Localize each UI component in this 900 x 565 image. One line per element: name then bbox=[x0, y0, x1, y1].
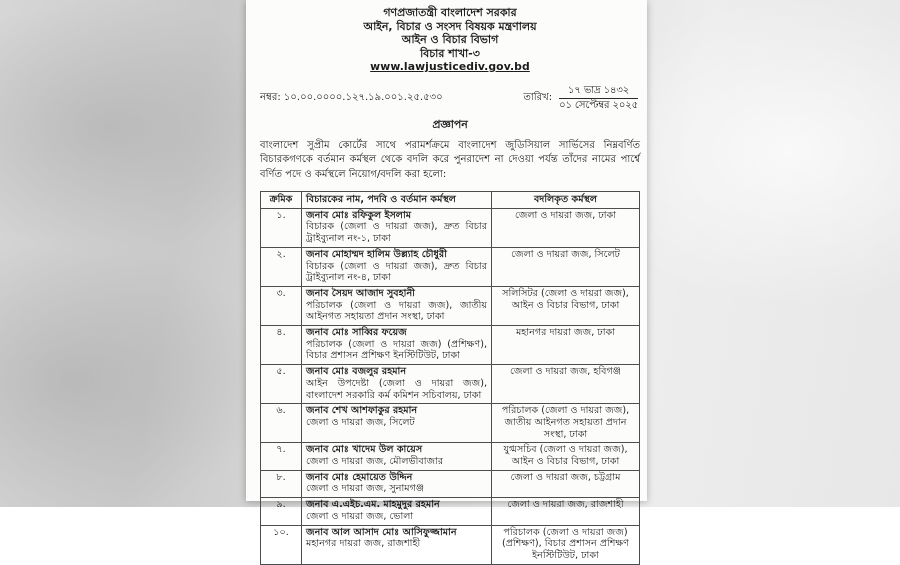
branch-name: বিচার শাখা-৩ bbox=[420, 46, 480, 60]
cell-transfer: জেলা ও দায়রা জজ, ঢাকা bbox=[492, 208, 640, 247]
judge-current-post: জেলা ও দায়রা জজ, ভোলা bbox=[306, 510, 414, 522]
notification-title: প্রজ্ঞাপন bbox=[432, 117, 468, 131]
memo-date bbox=[523, 85, 638, 112]
judge-current-post: পরিচালক (জেলা ও দায়রা জজ), জাতীয় আইনগত সহায়তা প্রদান সংস্থা, ঢাকা bbox=[306, 299, 487, 323]
judge-current-post: জেলা ও দায়রা জজ, মৌলভীবাজার bbox=[306, 456, 444, 468]
judge-current-post: মহানগর দায়রা জজ, রাজশাহী bbox=[306, 538, 421, 550]
cell-serial: ৬. bbox=[261, 404, 302, 443]
table-row bbox=[261, 470, 640, 497]
cell-transfer: সলিসিটর (জেলা ও দায়রা জজ), আইন ও বিচার বিভাগ, ঢাকা bbox=[492, 286, 640, 325]
judge-current-post: বিচারক (জেলা ও দায়রা জজ), দ্রুত বিচার ট্রাইব্যুনাল নং-১, ঢাকা bbox=[306, 221, 487, 245]
cell-judge bbox=[302, 286, 492, 325]
memo-date-bangla: ১৭ ভাদ্র ১৪৩২ bbox=[559, 85, 638, 99]
cell-transfer: জেলা ও দায়রা জজ, হবিগঞ্জ bbox=[492, 365, 640, 404]
memo-number-label: নম্বর: bbox=[260, 91, 281, 103]
table-row bbox=[261, 208, 640, 247]
website-url: www.lawjusticediv.gov.bd bbox=[370, 60, 530, 73]
table-row bbox=[261, 326, 640, 365]
judge-current-post: আইন উপদেষ্টা (জেলা ও দায়রা জজ), বাংলাদেশ সরকারি কর্ম কমিশন সচিবালয়, ঢাকা bbox=[306, 377, 487, 401]
header-serial: ক্রমিক bbox=[261, 192, 302, 209]
cell-serial: ৩. bbox=[261, 286, 302, 325]
document-header bbox=[260, 6, 640, 74]
table-row bbox=[261, 365, 640, 404]
table-row bbox=[261, 498, 640, 525]
judge-name: জনাব মোঃ হেমায়েত উদ্দিন bbox=[306, 471, 413, 483]
table-header-row bbox=[261, 192, 640, 209]
table-row bbox=[261, 443, 640, 470]
cell-transfer: মহানগর দায়রা জজ, ঢাকা bbox=[492, 326, 640, 365]
memo-date-values bbox=[559, 85, 638, 112]
division-name: আইন ও বিচার বিভাগ bbox=[401, 33, 499, 46]
judge-name: জনাব সৈয়দ আজাদ সুবহানী bbox=[306, 287, 415, 299]
cell-transfer: জেলা ও দায়রা জজ, চট্টগ্রাম bbox=[492, 470, 640, 497]
table-row bbox=[261, 247, 640, 286]
cell-serial: ২. bbox=[261, 247, 302, 286]
table-row bbox=[261, 525, 640, 564]
cell-serial: ৯. bbox=[261, 498, 302, 525]
cell-serial: ১০. bbox=[261, 525, 302, 564]
judge-current-post: জেলা ও দায়রা জজ, সুনামগঞ্জ bbox=[306, 483, 425, 495]
cell-judge bbox=[302, 326, 492, 365]
table-row bbox=[261, 286, 640, 325]
cell-transfer: পরিচালক (জেলা ও দায়রা জজ), জাতীয় আইনগত সহায়তা প্রদান সংস্থা, ঢাকা bbox=[492, 404, 640, 443]
judge-current-post: বিচারক (জেলা ও দায়রা জজ), দ্রুত বিচার ট্রাইব্যুনাল নং-৪, ঢাকা bbox=[306, 260, 487, 284]
memo-number-value: ১০.০০.০০০০.১২৭.১৯.০০১.২৫.৫৩০ bbox=[283, 91, 443, 103]
transfer-table bbox=[260, 191, 640, 565]
memo-row bbox=[260, 85, 640, 112]
cell-transfer: জেলা ও দায়রা জজ, রাজশাহী bbox=[492, 498, 640, 525]
judge-name: জনাব আল আসাদ মোঃ আসিফুজ্জামান bbox=[306, 526, 457, 538]
judge-name: জনাব মোঃ খাদেম উল কায়েস bbox=[306, 444, 423, 456]
cell-judge bbox=[302, 247, 492, 286]
header-judge: বিচারকের নাম, পদবি ও বর্তমান কর্মস্থল bbox=[302, 192, 492, 209]
table-row bbox=[261, 404, 640, 443]
cell-judge bbox=[302, 404, 492, 443]
judge-current-post: জেলা ও দায়রা জজ, সিলেট bbox=[306, 416, 415, 428]
ministry-name: আইন, বিচার ও সংসদ বিষয়ক মন্ত্রণালয় bbox=[363, 19, 537, 33]
cell-judge bbox=[302, 498, 492, 525]
intro-paragraph: বাংলাদেশ সুপ্রীম কোর্টের সাথে পরামর্শক্রমে বাংলাদেশ জুডিসিয়াল সার্ভিসের নিম্নবর্ণিত বিচারকগণকে বর্তমান কর্মস্থল থেকে বদলি করে পুনরাদেশ না দেওয়া পর্যন্ত তাঁদের নামের পার্শ্বে বর্ণিত পদে ও কর্মস্থলে নিয়োগ/বদলি করা হলো: bbox=[260, 139, 640, 180]
cell-serial: ৮. bbox=[261, 470, 302, 497]
memo-date-label: তারিখ: bbox=[523, 91, 553, 103]
judge-name: জনাব শেখ আশফাকুর রহমান bbox=[306, 405, 418, 417]
judge-name: জনাব মোঃ সাব্বির ফয়েজ bbox=[306, 327, 407, 339]
judge-current-post: পরিচালক (জেলা ও দায়রা জজ) (প্রশিক্ষণ), বিচার প্রশাসন প্রশিক্ষণ ইনস্টিটিউট, ঢাকা bbox=[306, 338, 487, 362]
cell-transfer: জেলা ও দায়রা জজ, সিলেট bbox=[492, 247, 640, 286]
cell-judge bbox=[302, 208, 492, 247]
government-name: গণপ্রজাতন্ত্রী বাংলাদেশ সরকার bbox=[383, 6, 517, 19]
cell-serial: ৫. bbox=[261, 365, 302, 404]
document-page bbox=[246, 0, 647, 561]
cell-serial: ৪. bbox=[261, 326, 302, 365]
cell-transfer: পরিচালক (জেলা ও দায়রা জজ) (প্রশিক্ষণ), বিচার প্রশাসন প্রশিক্ষণ ইনস্টিটিউট, ঢাকা bbox=[492, 525, 640, 564]
memo-date-gregorian: ০১ সেপ্টেম্বর ২০২৫ bbox=[559, 99, 638, 111]
cell-judge bbox=[302, 443, 492, 470]
cell-transfer: যুগ্মসচিব (জেলা ও দায়রা জজ), আইন ও বিচার বিভাগ, ঢাকা bbox=[492, 443, 640, 470]
memo-number bbox=[260, 90, 443, 107]
cell-judge bbox=[302, 525, 492, 564]
header-transfer: বদলিকৃত কর্মস্থল bbox=[492, 192, 640, 209]
judge-name: জনাব মোঃ রফিকুল ইসলাম bbox=[306, 209, 412, 221]
cell-serial: ১. bbox=[261, 208, 302, 247]
cell-serial: ৭. bbox=[261, 443, 302, 470]
judge-name: জনাব মোঃ বজলুর রহমান bbox=[306, 366, 407, 378]
judge-name: জনাব মোহাম্মদ হালিম উল্ল্যাহ চৌধুরী bbox=[306, 248, 447, 260]
cell-judge bbox=[302, 470, 492, 497]
judge-name: জনাব এ.এইচ.এম. মাহমুদুর রহমান bbox=[306, 499, 440, 511]
table-body bbox=[261, 208, 640, 564]
cell-judge bbox=[302, 365, 492, 404]
